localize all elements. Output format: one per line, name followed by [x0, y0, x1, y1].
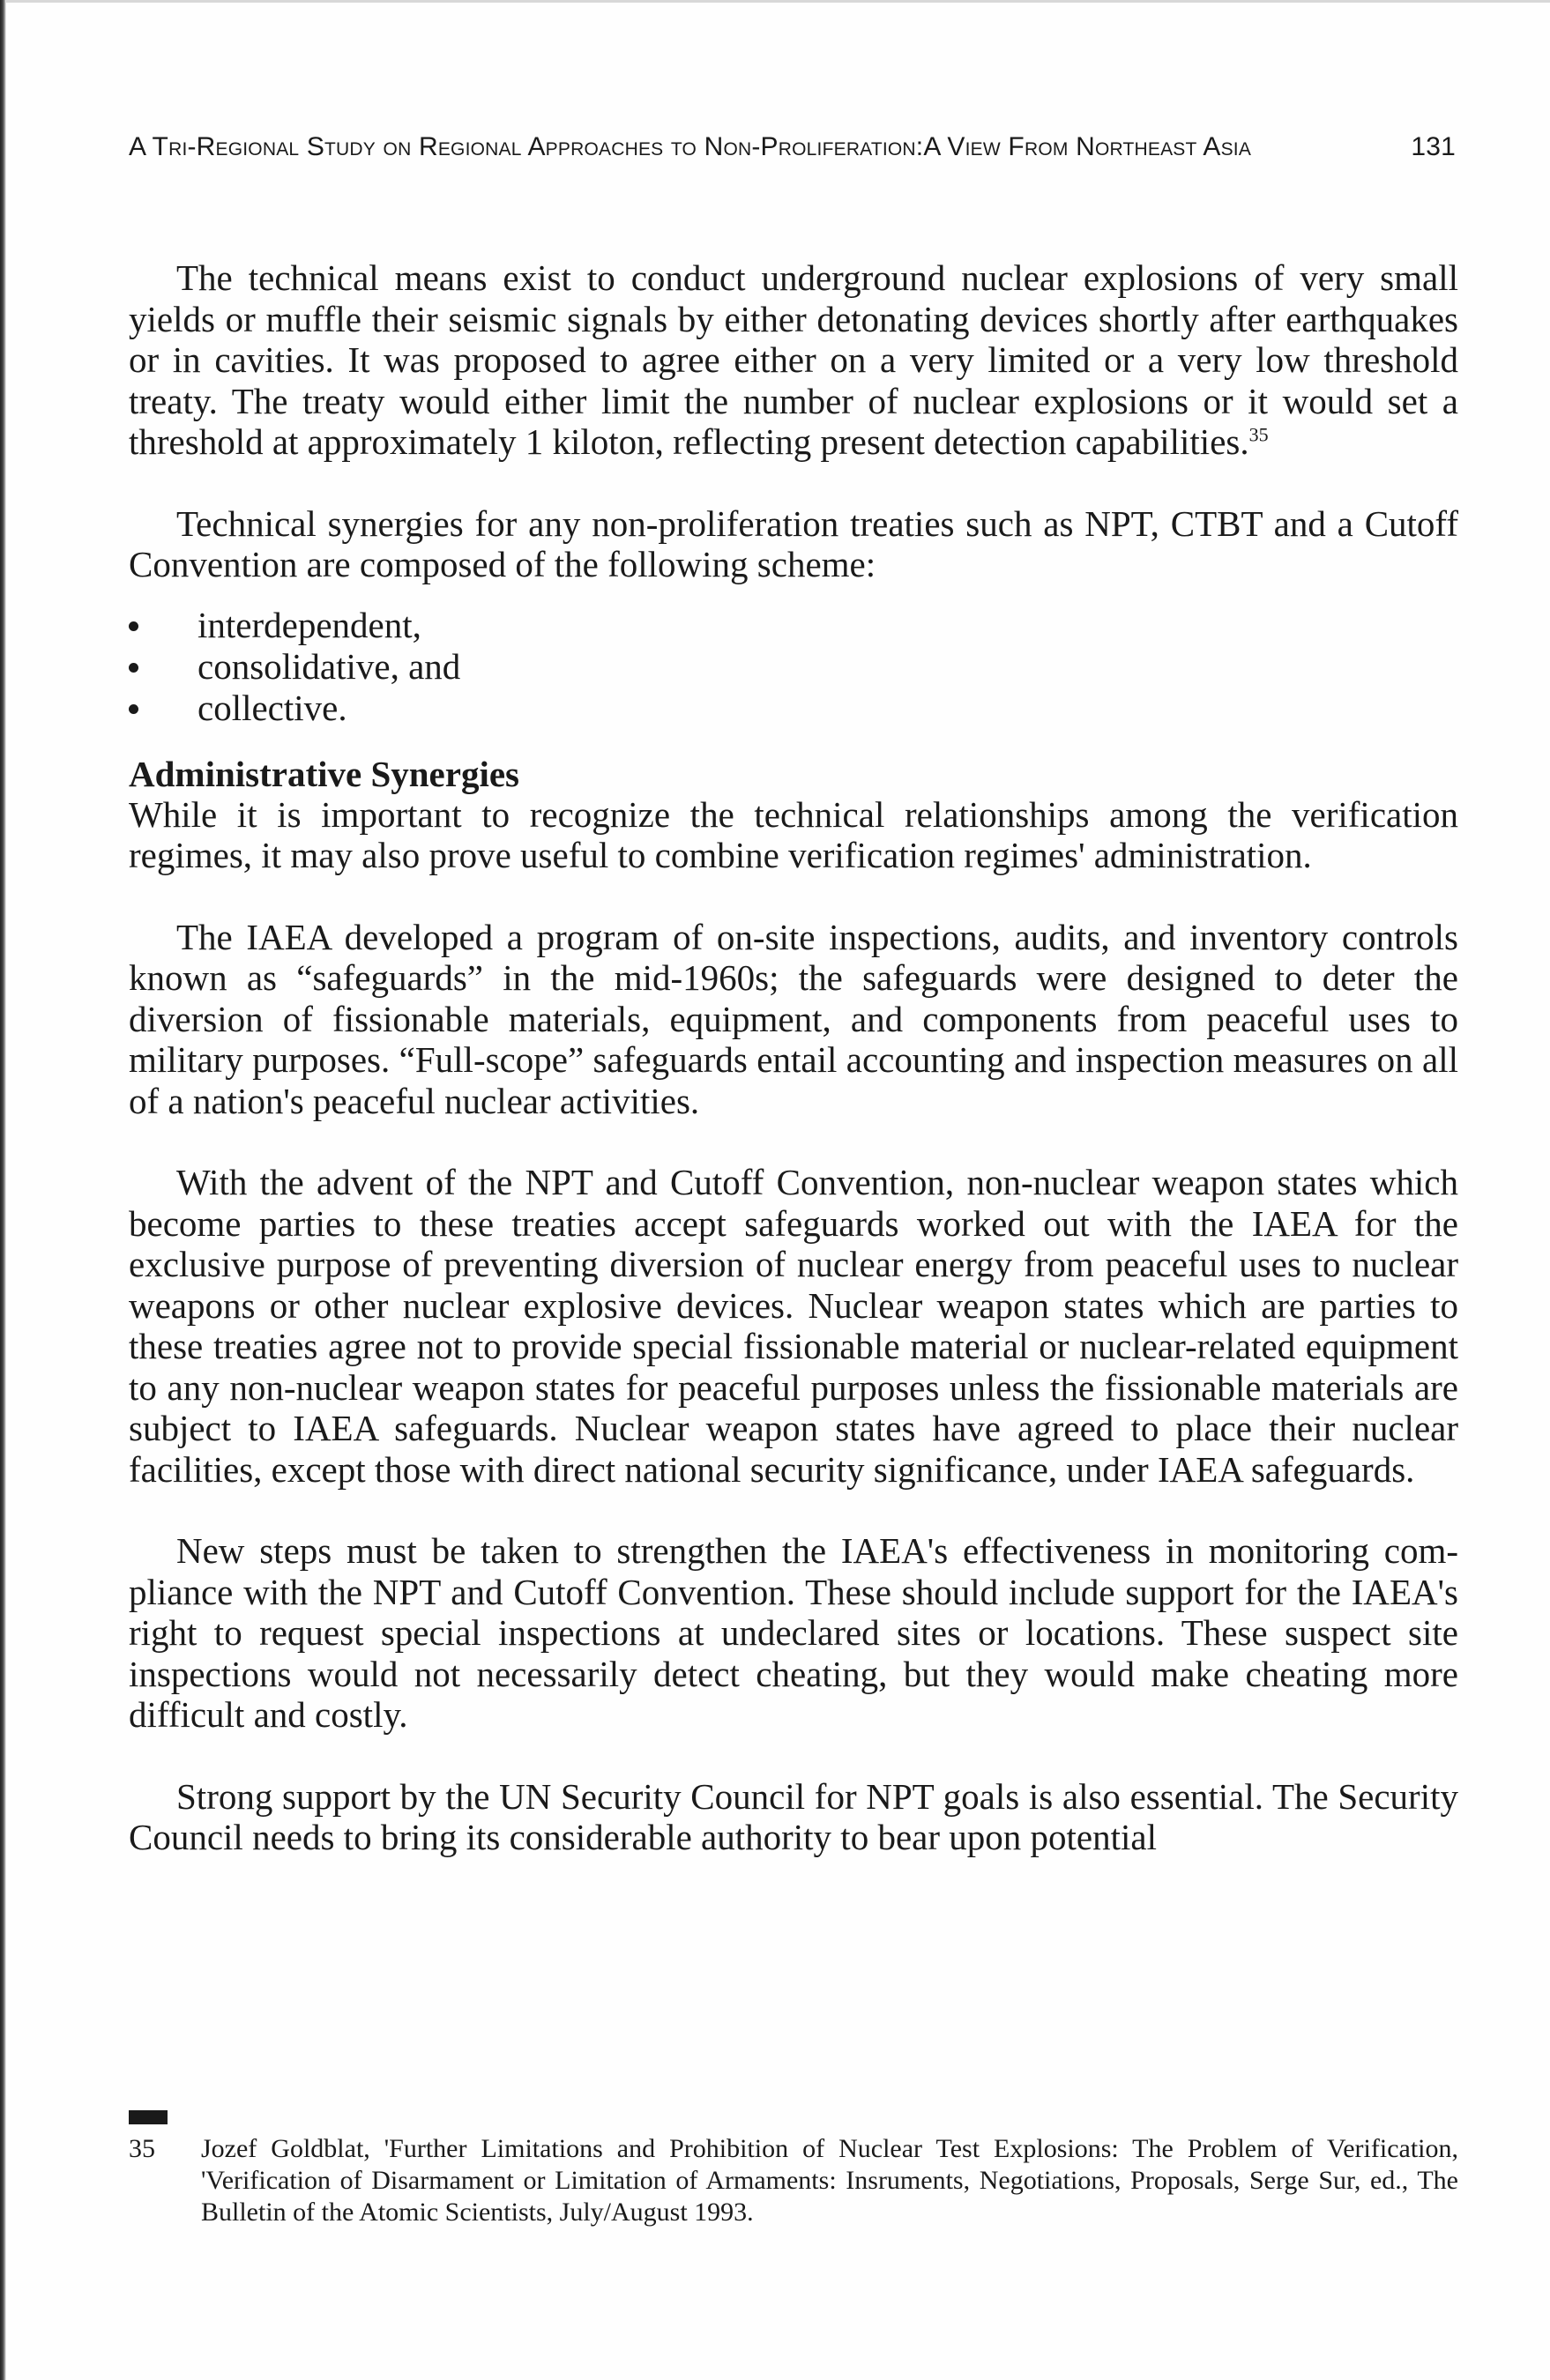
- paragraph-iaea-safeguards: The IAEA developed a program of on-site inspections, audits, and inventory controls known as “safeguards” in the mid-1960s; the safeguards were designed to deter the diversion of fissionable materials, equipment, and components from peaceful uses to military purposes. “Full-scope” safeguards entail accounting and inspection measures on all of a nation's peaceful nuclear activities.: [129, 916, 1458, 1121]
- paragraph-strengthen-iaea: New steps must be taken to strengthen the IAEA's effectiveness in monitoring compliance with the NPT and Cutoff Convention. These should include support for the IAEA's right to request special inspections at undeclared sites or locations. These suspect site inspections would not necessarily detect cheating, but they would make cheating more difficult and costly.: [129, 1530, 1458, 1735]
- bullet-icon: [129, 621, 138, 631]
- running-title: A Tri-Regional Study on Regional Approaches to Non-Proliferation:A View From Northeast Asia: [129, 132, 1252, 161]
- bullet-item: [129, 605, 1458, 646]
- paragraph-administrative-synergies: While it is important to recognize the technical relationships among the verification regimes, it may also prove useful to combine verification regimes' administration.: [129, 793, 1458, 875]
- footnote: [129, 2133, 1458, 2228]
- footnote-rule: [129, 2110, 168, 2124]
- paragraph-technical-synergies: Technical synergies for any non-proliferation treaties such as NPT, CTBT and a Cutoff Convention are composed of the following scheme:: [129, 502, 1458, 584]
- bullet-icon: [129, 663, 138, 673]
- bullet-item: [129, 688, 1458, 729]
- section-heading: Administrative Synergies: [129, 753, 519, 794]
- footnote-text: Jozef Goldblat, 'Further Limitations and Prohibition of Nuclear Test Explosions: The Problem of Verification, 'Verification of Disarmament or Limitation of Armaments: Insruments, Negotiations, Proposals, Serge Sur, ed., The Bulletin of the Atomic Scientists, July/August 1993.: [201, 2134, 1458, 2227]
- bullet-text: collective.: [197, 687, 347, 728]
- paragraph-text: The technical means exist to conduct underground nuclear explosions of very small yields or muffle their seismic signals by either detonating devices shortly after earthquakes or in cavities. It was proposed to agree either on a very limited or a very low threshold treaty. The treaty would either limit the number of nuclear explosions or it would set a threshold at approximately 1 kiloton, reflecting present detection capabilities.: [129, 257, 1458, 462]
- running-header: [129, 132, 1456, 167]
- paragraph-seismic-muffling: [129, 257, 1458, 463]
- page-number: 131: [1411, 132, 1456, 161]
- footnote-reference: 35: [1248, 423, 1269, 446]
- bullet-icon: [129, 704, 138, 714]
- scan-top-edge: [0, 0, 1550, 3]
- bullet-item: [129, 646, 1458, 688]
- paragraph-npt-cutoff: With the advent of the NPT and Cutoff Convention, non-nuclear weapon states which become parties to these treaties accept safeguards worked out with the IAEA for the exclusive purpose of preventing diversion of nuclear energy from peaceful uses to nuclear weapons or other nuclear explosive devices. Nuclear weapon states which are parties to these treaties agree not to provide special fissionable material or nuclear-related equipment to any non-nuclear weapon states for peaceful purposes unless the fissionable materials are subject to IAEA safeguards. Nuclear weapon states have agreed to place their nuclear facilities, except those with direct national security significance, under IAEA safeguards.: [129, 1162, 1458, 1490]
- bullet-text: consolidative, and: [197, 645, 461, 687]
- bullet-text: interdependent,: [197, 604, 421, 645]
- synergy-bullet-list: [129, 605, 1458, 729]
- body-text: [129, 257, 1458, 1899]
- scan-binding-edge: [0, 0, 6, 2380]
- footnote-number: 35: [129, 2134, 155, 2163]
- paragraph-security-council: Strong support by the UN Security Council for NPT goals is also essential. The Security Council needs to bring its considerable authority to bear upon potential: [129, 1775, 1458, 1857]
